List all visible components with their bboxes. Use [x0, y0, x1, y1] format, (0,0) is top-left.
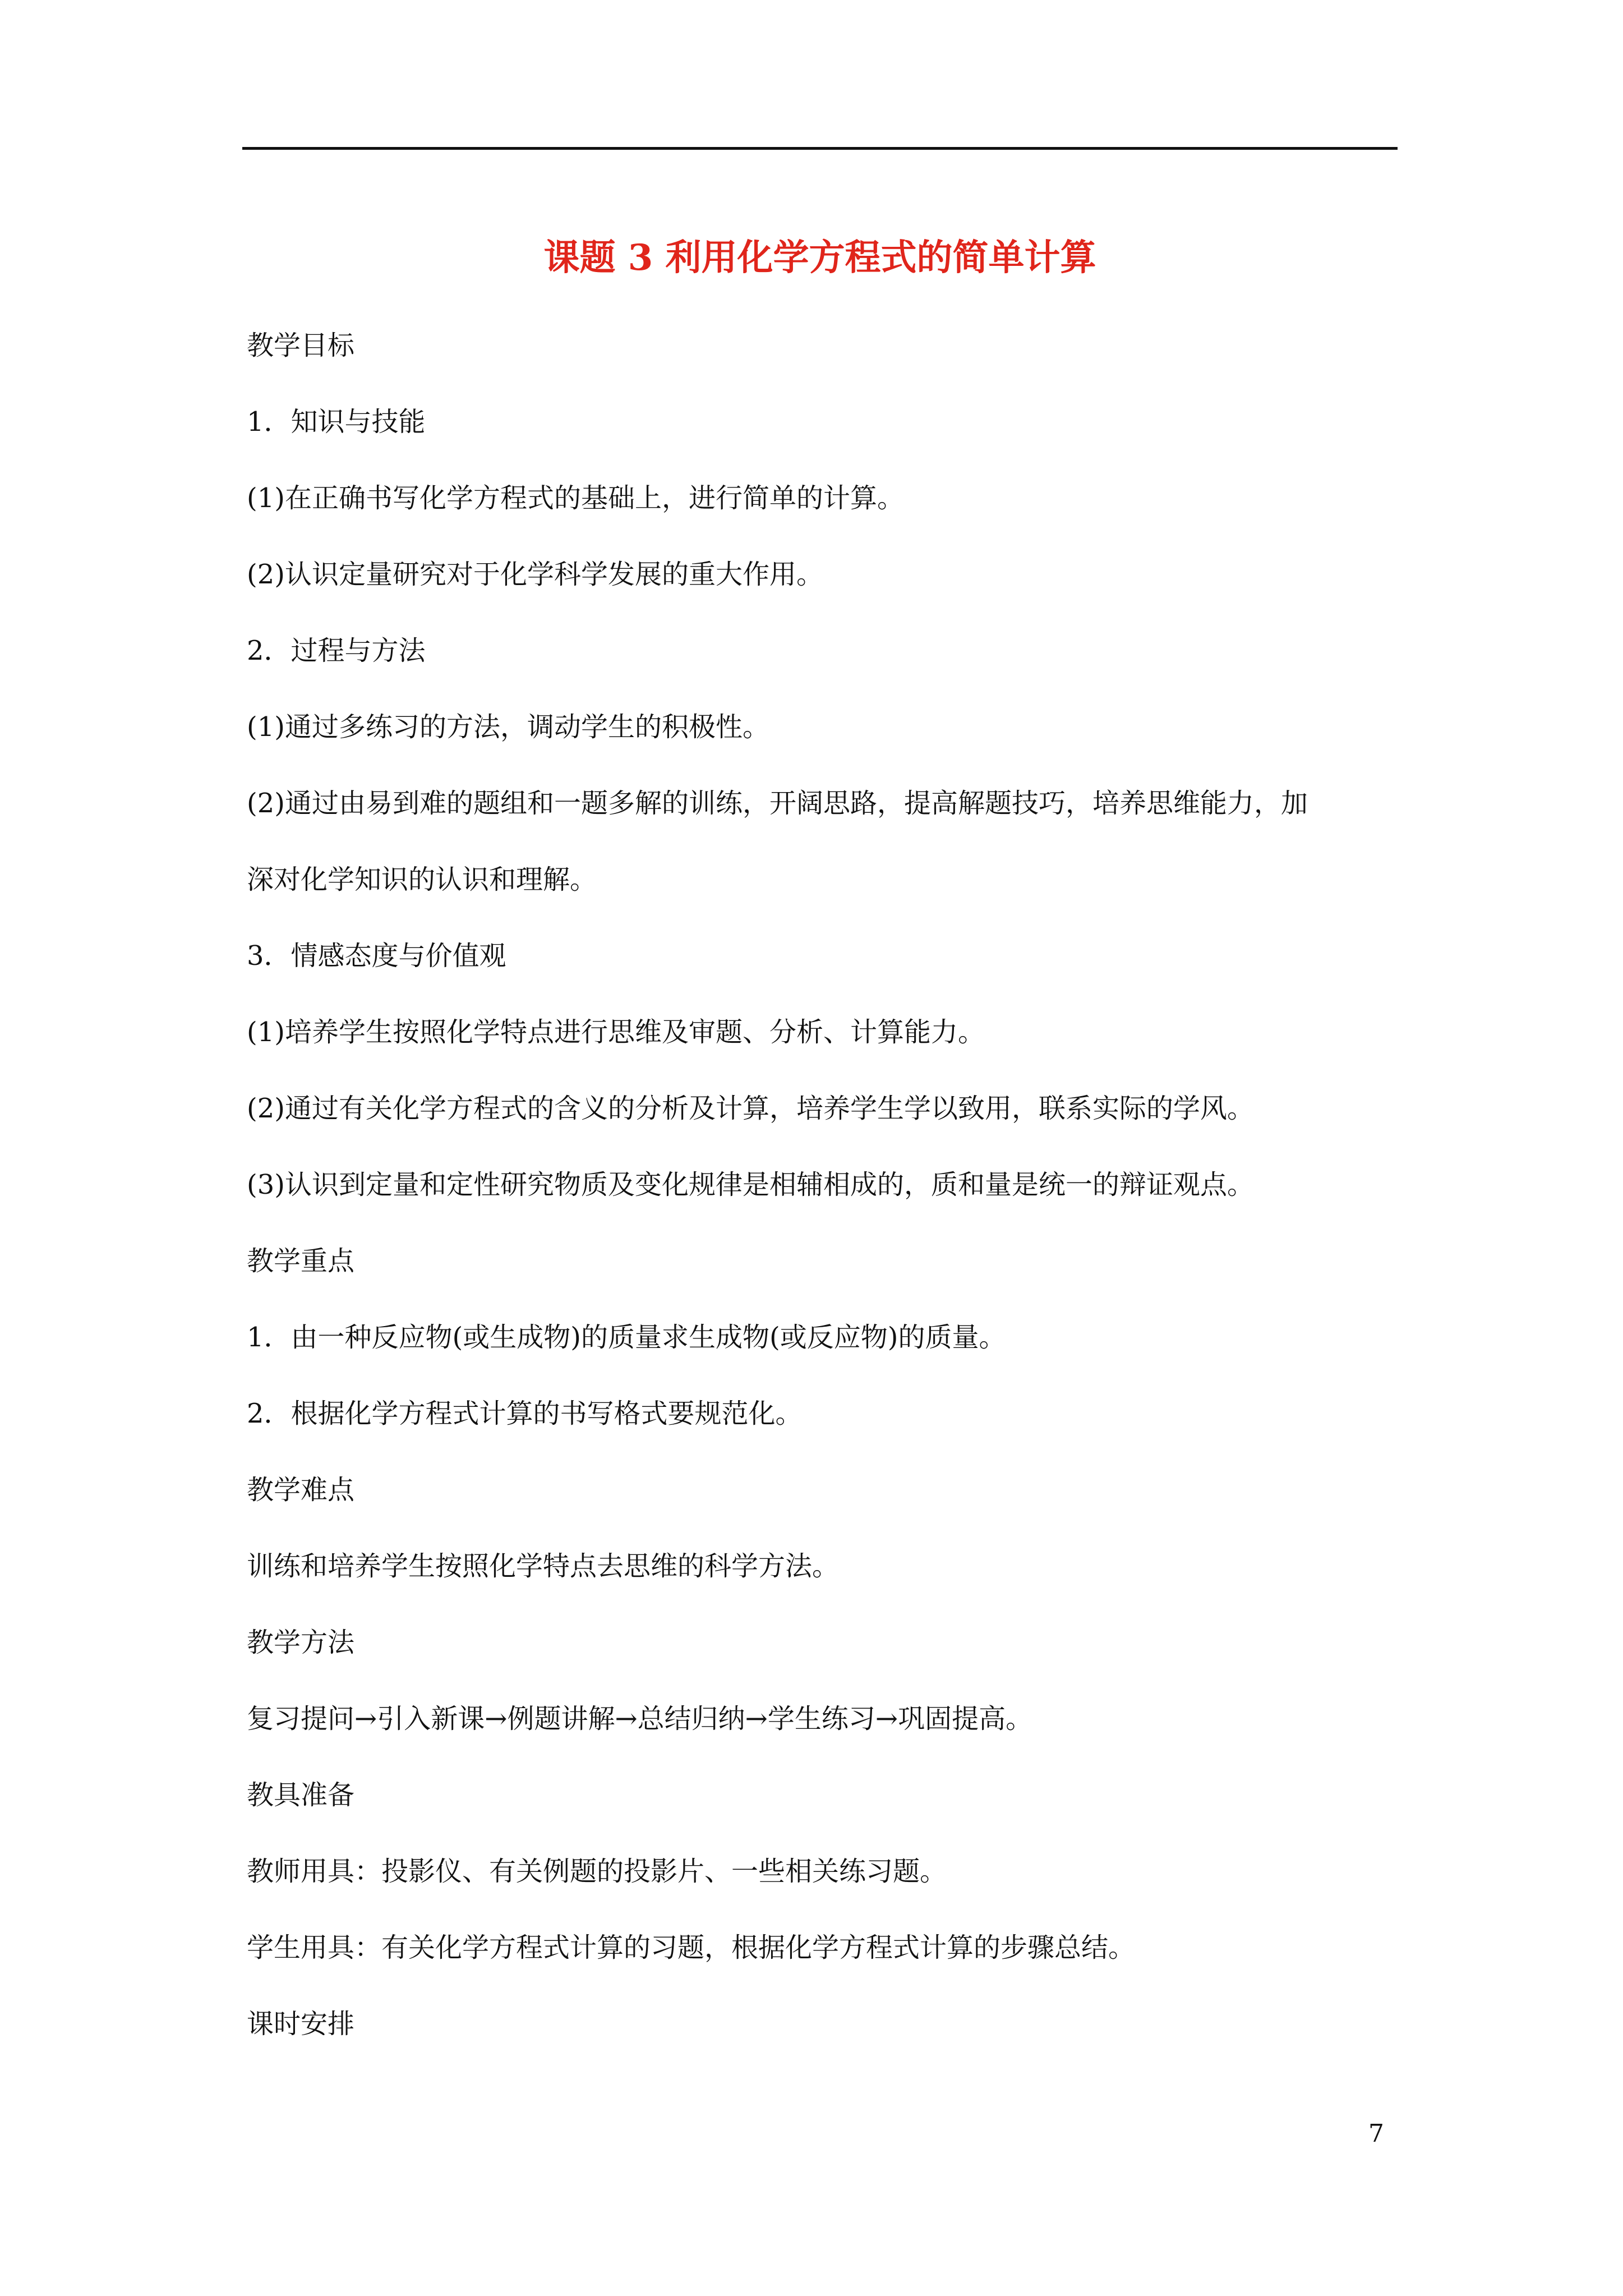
paragraph-continuation: 深对化学知识的认识和理解。	[247, 864, 597, 895]
heading-teaching-aids: 教具准备	[247, 1779, 355, 1811]
subheading-emotion-values: 3．情感态度与价值观	[247, 940, 506, 972]
subheading-process-methods: 2．过程与方法	[247, 635, 426, 666]
paragraph: 复习提问→引入新课→例题讲解→总结归纳→学生练习→巩固提高。	[247, 1703, 1033, 1734]
paragraph: (3)认识到定量和定性研究物质及变化规律是相辅相成的，质和量是统一的辩证观点。	[247, 1169, 1254, 1200]
paragraph: 训练和培养学生按照化学特点去思维的科学方法。	[247, 1550, 840, 1582]
header-rule	[242, 147, 1398, 150]
paragraph: 2．根据化学方程式计算的书写格式要规范化。	[247, 1398, 803, 1429]
paragraph: 学生用具：有关化学方程式计算的习题，根据化学方程式计算的步骤总结。	[247, 1932, 1136, 1963]
paragraph: (2)认识定量研究对于化学科学发展的重大作用。	[247, 559, 823, 590]
heading-teaching-focus: 教学重点	[247, 1245, 355, 1277]
paragraph: (2)通过有关化学方程式的含义的分析及计算，培养学生学以致用，联系实际的学风。	[247, 1093, 1254, 1124]
heading-teaching-objectives: 教学目标	[247, 330, 355, 361]
subheading-knowledge-skills: 1．知识与技能	[247, 406, 426, 438]
heading-teaching-difficulty: 教学难点	[247, 1474, 355, 1506]
heading-teaching-methods: 教学方法	[247, 1627, 355, 1658]
paragraph: (1)通过多练习的方法，调动学生的积极性。	[247, 711, 769, 743]
paragraph: 1．由一种反应物(或生成物)的质量求生成物(或反应物)的质量。	[247, 1322, 1006, 1353]
paragraph: (2)通过由易到难的题组和一题多解的训练，开阔思路，提高解题技巧，培养思维能力，加	[247, 788, 1308, 819]
paragraph: (1)培养学生按照化学特点进行思维及审题、分析、计算能力。	[247, 1016, 985, 1048]
page-number: 7	[1368, 2119, 1384, 2148]
paragraph: 教师用具：投影仪、有关例题的投影片、一些相关练习题。	[247, 1856, 947, 1887]
heading-class-hours: 课时安排	[247, 2008, 355, 2040]
document-title: 课题 3 利用化学方程式的简单计算	[543, 237, 1096, 279]
paragraph: (1)在正确书写化学方程式的基础上，进行简单的计算。	[247, 482, 904, 514]
